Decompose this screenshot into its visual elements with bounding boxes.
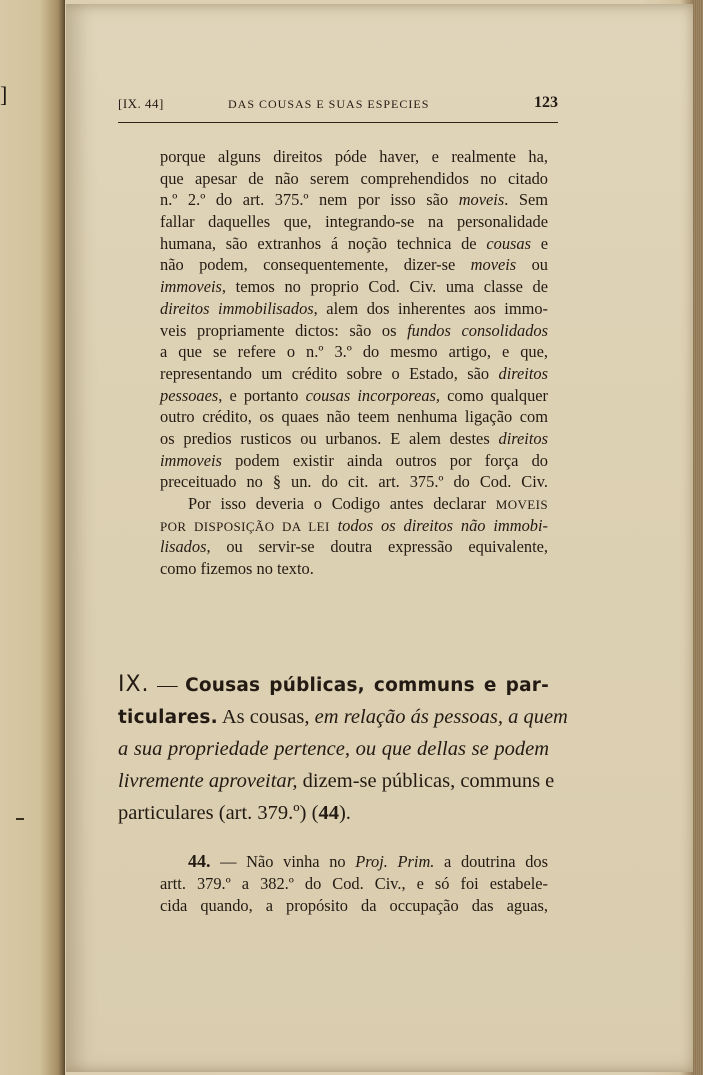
- text-line: n.º 2.º do art. 375.º nem por isso são moveis. Sem: [160, 190, 548, 210]
- footnote-line: 44. — Não vinha no Proj. Prim. a doutrina dos: [188, 851, 548, 871]
- text-line: immoveis, temos no proprio Cod. Civ. uma classe de: [160, 277, 548, 297]
- section-text-line: a sua propriedade pertence, ou que dellas se podem: [118, 738, 549, 760]
- text-line: Por isso deveria o Codigo antes declarar MOVEIS: [188, 494, 548, 513]
- text-line: fallar daquelles que, integrando-se na personalidade: [160, 212, 548, 232]
- text-line: os predios rusticos ou urbanos. E alem destes direitos: [160, 428, 548, 448]
- running-head-title: DAS COUSAS E SUAS ESPECIES: [228, 97, 430, 111]
- text-line: pessoaes, e portanto cousas incorporeas, como qualquer: [160, 385, 548, 405]
- footnote-line: artt. 379.º a 382.º do Cod. Civ., e só foi estabele-: [160, 873, 548, 893]
- note-continuation: [160, 146, 548, 580]
- section-text-line: livremente aproveitar, dizem-se públicas, communs e: [118, 770, 555, 792]
- section-ix: [118, 669, 568, 829]
- text-line: como fizemos no texto.: [160, 559, 314, 579]
- section-title: Cousas públicas, communs e par-: [185, 675, 550, 696]
- running-head-section: [IX. 44]: [118, 96, 164, 111]
- margin-tick: [16, 818, 24, 820]
- text-line: porque alguns direitos póde haver, e realmente ha,: [160, 147, 548, 166]
- text-line: a que se refere o n.º 3.º do mesmo artigo, e que,: [160, 342, 548, 362]
- header-rule: [118, 122, 558, 123]
- text-line: representando um crédito sobre o Estado, são direitos: [160, 363, 548, 383]
- running-head: [118, 94, 558, 114]
- note-reference: 44: [318, 802, 339, 824]
- section-heading-line: IX. — Cousas públicas, communs e par-: [118, 672, 550, 697]
- text-line: que apesar de não serem comprehendidos no citado: [160, 168, 548, 188]
- left-page-edge: [0, 0, 65, 1075]
- text-line: veis propriamente dictos: são os fundos consolidados: [160, 320, 548, 340]
- text-line: direitos immobilisados, alem dos inherentes aos immo-: [160, 298, 549, 318]
- section-text-line: particulares (art. 379.º) (44).: [118, 802, 351, 824]
- text-line: POR DISPOSIÇÃO DA LEI todos os direitos não immobi-: [160, 515, 548, 535]
- page-number: 123: [534, 94, 558, 111]
- text-line: lisados, ou servir-se doutra expressão equivalente,: [160, 537, 548, 557]
- footnote-44: [160, 850, 548, 918]
- page-fore-edge: [693, 0, 703, 1075]
- footnote-number: 44.: [188, 851, 211, 871]
- text-line: humana, são extranhos á noção technica de cousas e: [160, 233, 549, 253]
- margin-bracket-mark: ]: [0, 82, 8, 107]
- footnote-line: cida quando, a propósito da occupação das aguas,: [160, 896, 548, 915]
- text-line: preceituado no § un. do cit. art. 375.º do Cod. Civ.: [160, 472, 548, 492]
- text-line: não podem, consequentemente, dizer-se moveis ou: [160, 255, 548, 275]
- text-line: immoveis podem existir ainda outros por força do: [160, 450, 548, 470]
- section-text-line: ticulares. As cousas, em relação ás pessoas, a quem: [118, 706, 568, 728]
- section-number: IX.: [118, 672, 150, 697]
- text-line: outro crédito, os quaes não teem nenhuma ligação com: [160, 407, 548, 427]
